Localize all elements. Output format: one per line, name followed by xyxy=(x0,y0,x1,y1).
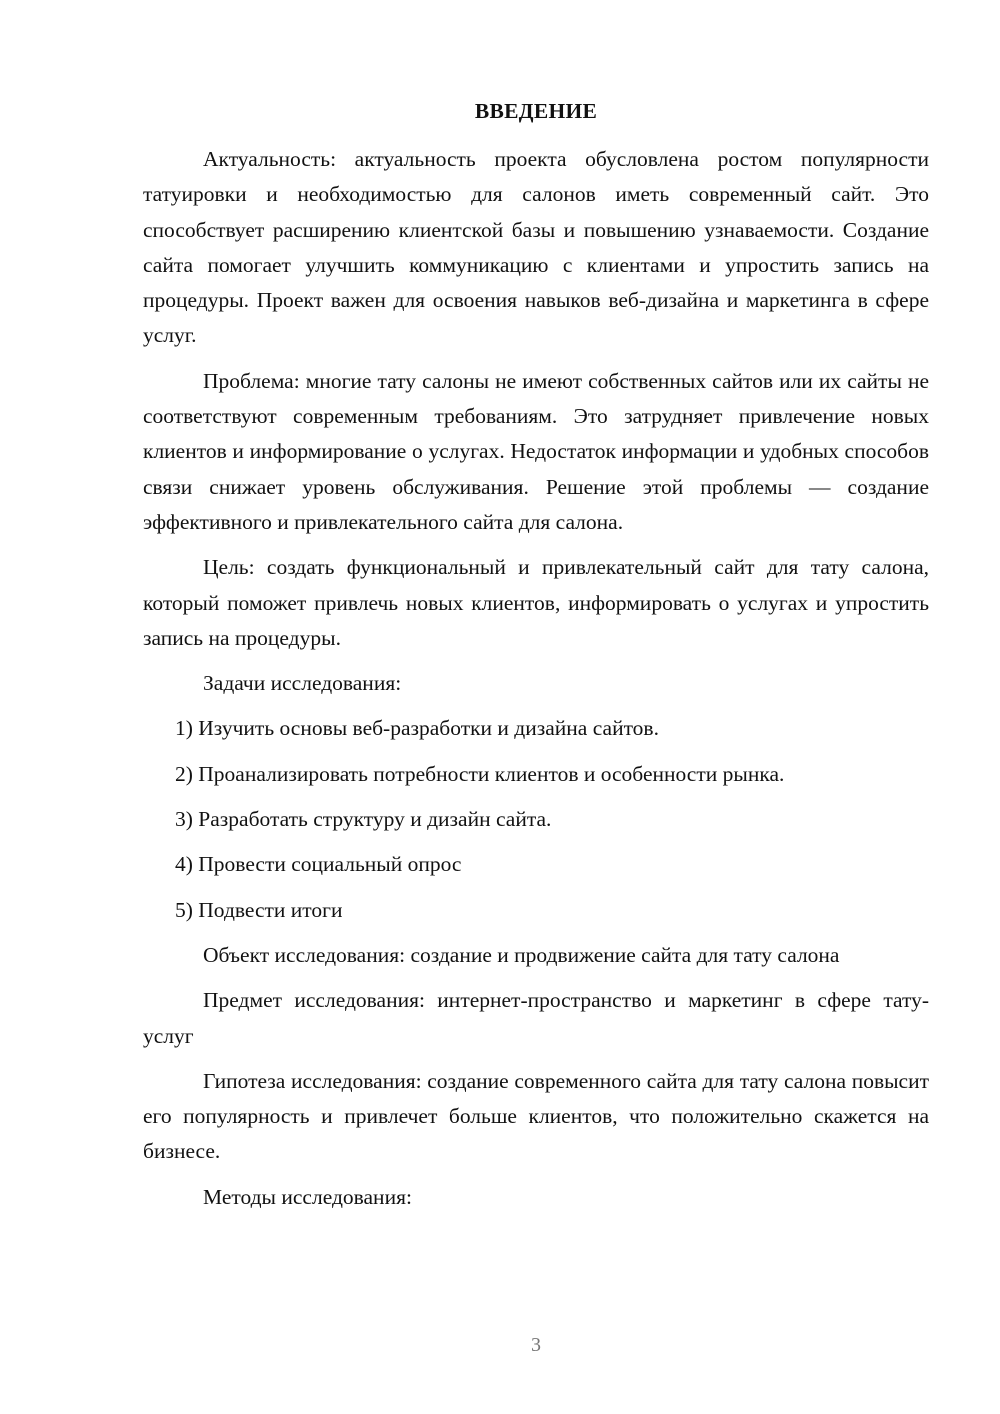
goal-paragraph: Цель: создать функциональный и привлекательный сайт для тату салона, который поможет привлечь новых клиентов, информировать о услугах и упростить запись на процедуры. xyxy=(143,555,929,650)
task-item: 1) Изучить основы веб-разработки и дизайна сайтов. xyxy=(175,716,659,741)
document-body xyxy=(143,142,929,1225)
subject-paragraph: Предмет исследования: интернет-пространство и маркетинг в сфере тату-услуг xyxy=(143,988,929,1048)
task-item: 4) Провести социальный опрос xyxy=(175,852,462,877)
page-number: 3 xyxy=(531,1334,541,1356)
task-item: 2) Проанализировать потребности клиентов и особенности рынка. xyxy=(175,761,785,786)
tasks-list xyxy=(143,711,929,927)
task-item: 3) Разработать структуру и дизайн сайта. xyxy=(175,807,552,832)
page-title: ВВЕДЕНИЕ xyxy=(474,99,598,123)
tasks-heading: Задачи исследования: xyxy=(203,671,402,696)
relevance-paragraph: Актуальность: актуальность проекта обусловлена ростом популярности татуировки и необходимостью для салонов иметь современный сайт. Это способствует расширению клиентской базы и повышению узнаваемости. Создание сайта помогает улучшить коммуникацию с клиентами и упростить запись на процедуры. Проект важен для освоения навыков веб-дизайна и маркетинга в сфере услуг. xyxy=(143,147,929,348)
methods-heading: Методы исследования: xyxy=(203,1184,412,1209)
task-item: 5) Подвести итоги xyxy=(175,897,343,922)
object-paragraph: Объект исследования: создание и продвижение сайта для тату салона xyxy=(203,942,840,967)
hypothesis-paragraph: Гипотеза исследования: создание современного сайта для тату салона повысит его популярность и привлечет больше клиентов, что положительно скажется на бизнесе. xyxy=(143,1068,929,1164)
problem-paragraph: Проблема: многие тату салоны не имеют собственных сайтов или их сайты не соответствуют современным требованиям. Это затрудняет привлечение новых клиентов и информирование о услугах. Недостаток информации и удобных способов связи снижает уровень обслуживания. Решение этой проблемы — создание эффективного и привлекательного сайта для салона. xyxy=(143,368,929,534)
